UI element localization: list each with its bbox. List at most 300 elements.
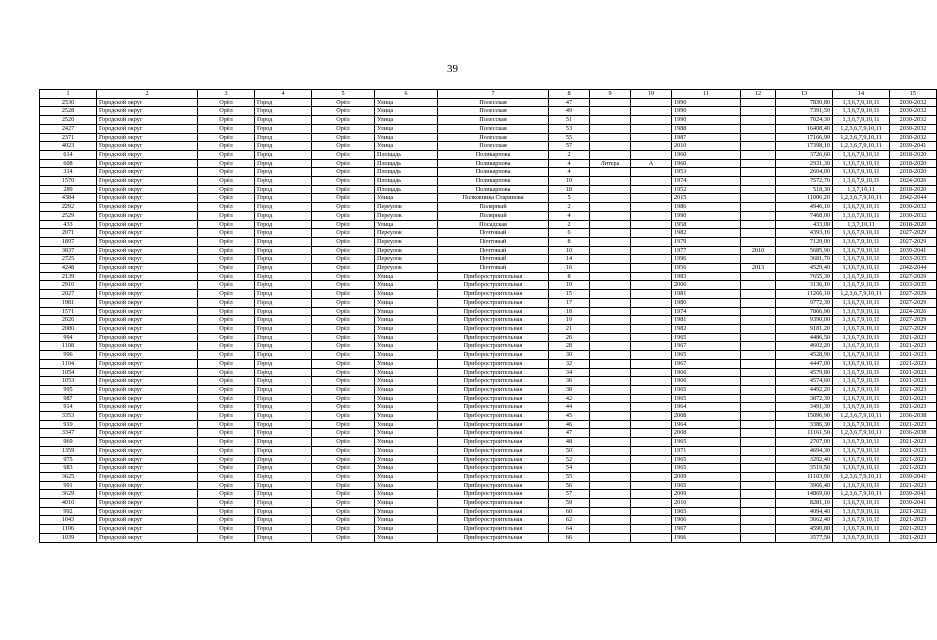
table-cell-col-13: 11161,50 bbox=[776, 429, 833, 438]
table-cell-col-2: Городской округ bbox=[97, 368, 198, 377]
table-cell-col-3: Орёл bbox=[198, 229, 255, 238]
table-row bbox=[40, 368, 937, 377]
table-cell-col-8: 5 bbox=[549, 194, 590, 203]
table-cell-col-4: Город bbox=[255, 307, 312, 316]
table-cell-col-1: 3353 bbox=[40, 412, 97, 421]
table-cell-col-6: Улица bbox=[375, 359, 438, 368]
table-cell-col-10 bbox=[631, 333, 672, 342]
table-cell-col-9 bbox=[590, 499, 631, 508]
table-cell-col-15: 2039-2041 bbox=[890, 472, 937, 481]
table-cell-col-5: Орёл bbox=[312, 281, 375, 290]
table-cell-col-12 bbox=[741, 168, 776, 177]
table-cell-col-3: Орёл bbox=[198, 412, 255, 421]
table-cell-col-2: Городской округ bbox=[97, 412, 198, 421]
table-cell-col-6: Улица bbox=[375, 316, 438, 325]
table-cell-col-5: Орёл bbox=[312, 98, 375, 107]
table-cell-col-15: 2027-2029 bbox=[890, 316, 937, 325]
table-cell-col-10 bbox=[631, 124, 672, 133]
table-cell-col-1: 4384 bbox=[40, 194, 97, 203]
table-cell-col-11: 1986 bbox=[672, 203, 741, 212]
table-cell-col-13: 3681,70 bbox=[776, 255, 833, 264]
table-cell-col-2: Городской округ bbox=[97, 507, 198, 516]
table-row bbox=[40, 455, 937, 464]
table-row bbox=[40, 333, 937, 342]
table-cell-col-5: Орёл bbox=[312, 333, 375, 342]
table-cell-col-2: Городской округ bbox=[97, 298, 198, 307]
table-cell-col-3: Орёл bbox=[198, 490, 255, 499]
table-cell-col-2: Городской округ bbox=[97, 211, 198, 220]
table-cell-col-14: 1,3,7,10,11 bbox=[833, 220, 890, 229]
table-cell-col-10 bbox=[631, 290, 672, 299]
table-cell-col-8: 59 bbox=[549, 499, 590, 508]
table-cell-col-5: Орёл bbox=[312, 177, 375, 186]
table-cell-col-12 bbox=[741, 177, 776, 186]
table-cell-col-12 bbox=[741, 194, 776, 203]
table-cell-col-10 bbox=[631, 177, 672, 186]
table-cell-col-11: 1990 bbox=[672, 116, 741, 125]
table-cell-col-7: Приборостроительная bbox=[438, 281, 549, 290]
table-cell-col-12 bbox=[741, 351, 776, 360]
table-cell-col-11: 1982 bbox=[672, 324, 741, 333]
table-cell-col-4: Город bbox=[255, 481, 312, 490]
table-cell-col-9 bbox=[590, 142, 631, 151]
table-cell-col-6: Улица bbox=[375, 525, 438, 534]
table-cell-col-15: 2021-2023 bbox=[890, 403, 937, 412]
table-cell-col-4: Город bbox=[255, 133, 312, 142]
table-cell-col-5: Орёл bbox=[312, 211, 375, 220]
table-cell-col-13: 9772,30 bbox=[776, 298, 833, 307]
table-cell-col-7: Почтовый bbox=[438, 229, 549, 238]
table-cell-col-13: 7572,70 bbox=[776, 177, 833, 186]
table-cell-col-14: 1,3,6,7,9,10,11 bbox=[833, 107, 890, 116]
table-cell-col-15: 2030-2032 bbox=[890, 124, 937, 133]
table-cell-col-5: Орёл bbox=[312, 124, 375, 133]
table-cell-col-10 bbox=[631, 220, 672, 229]
table-cell-col-13: 3292,40 bbox=[776, 455, 833, 464]
table-cell-col-12 bbox=[741, 403, 776, 412]
table-cell-col-9 bbox=[590, 377, 631, 386]
table-cell-col-11: 1980 bbox=[672, 298, 741, 307]
table-cell-col-10 bbox=[631, 533, 672, 542]
table-cell-col-5: Орёл bbox=[312, 203, 375, 212]
table-cell-col-15: 2021-2023 bbox=[890, 455, 937, 464]
table-cell-col-7: Приборостроительная bbox=[438, 420, 549, 429]
table-cell-col-8: 10 bbox=[549, 177, 590, 186]
table-cell-col-3: Орёл bbox=[198, 455, 255, 464]
table-cell-col-9 bbox=[590, 516, 631, 525]
table-cell-col-3: Орёл bbox=[198, 316, 255, 325]
table-cell-col-1: 1571 bbox=[40, 307, 97, 316]
table-cell-col-8: 36 bbox=[549, 377, 590, 386]
table-cell-col-2: Городской округ bbox=[97, 124, 198, 133]
table-cell-col-3: Орёл bbox=[198, 150, 255, 159]
table-cell-col-13: 3519,50 bbox=[776, 464, 833, 473]
table-cell-col-10 bbox=[631, 107, 672, 116]
table-row bbox=[40, 150, 937, 159]
table-cell-col-4: Город bbox=[255, 507, 312, 516]
table-cell-col-5: Орёл bbox=[312, 385, 375, 394]
table-cell-col-8: 56 bbox=[549, 481, 590, 490]
table-cell-col-5: Орёл bbox=[312, 264, 375, 273]
table-cell-col-15: 2027-2029 bbox=[890, 237, 937, 246]
table-cell-col-4: Город bbox=[255, 194, 312, 203]
table-cell-col-4: Город bbox=[255, 516, 312, 525]
table-cell-col-11: 1965 bbox=[672, 394, 741, 403]
table-cell-col-3: Орёл bbox=[198, 481, 255, 490]
table-cell-col-7: Поликарпова bbox=[438, 159, 549, 168]
table-cell-col-6: Улица bbox=[375, 472, 438, 481]
table-cell-col-14: 1,2,3,6,7,9,10,11 bbox=[833, 290, 890, 299]
table-row bbox=[40, 116, 937, 125]
table-cell-col-7: Полесская bbox=[438, 116, 549, 125]
table-cell-col-5: Орёл bbox=[312, 229, 375, 238]
table-cell-col-5: Орёл bbox=[312, 255, 375, 264]
table-cell-col-15: 2018-2020 bbox=[890, 159, 937, 168]
table-cell-col-12 bbox=[741, 412, 776, 421]
table-cell-col-10 bbox=[631, 385, 672, 394]
table-cell-col-15: 2024-2026 bbox=[890, 307, 937, 316]
table-cell-col-4: Город bbox=[255, 333, 312, 342]
table-cell-col-12 bbox=[741, 98, 776, 107]
table-row bbox=[40, 220, 937, 229]
table-cell-col-10 bbox=[631, 446, 672, 455]
table-cell-col-3: Орёл bbox=[198, 516, 255, 525]
table-cell-col-11: 1965 bbox=[672, 455, 741, 464]
table-cell-col-9 bbox=[590, 403, 631, 412]
table-cell-col-14: 1,3,6,7,9,10,11 bbox=[833, 438, 890, 447]
table-cell-col-3: Орёл bbox=[198, 281, 255, 290]
table-cell-col-1: 3347 bbox=[40, 429, 97, 438]
table-row bbox=[40, 507, 937, 516]
table-cell-col-10 bbox=[631, 368, 672, 377]
table-cell-col-6: Переулок bbox=[375, 229, 438, 238]
table-cell-col-1: 4010 bbox=[40, 499, 97, 508]
table-cell-col-15: 2018-2020 bbox=[890, 220, 937, 229]
table-cell-col-15: 2021-2023 bbox=[890, 333, 937, 342]
table-cell-col-7: Приборостроительная bbox=[438, 516, 549, 525]
table-cell-col-5: Орёл bbox=[312, 394, 375, 403]
table-cell-col-10 bbox=[631, 429, 672, 438]
table-cell-col-12 bbox=[741, 255, 776, 264]
table-cell-col-9 bbox=[590, 107, 631, 116]
table-cell-col-12 bbox=[741, 229, 776, 238]
table-cell-col-1: 1108 bbox=[40, 342, 97, 351]
table-cell-col-3: Орёл bbox=[198, 359, 255, 368]
table-cell-col-4: Город bbox=[255, 168, 312, 177]
table-cell-col-4: Город bbox=[255, 159, 312, 168]
table-cell-col-2: Городской округ bbox=[97, 420, 198, 429]
table-cell-col-9 bbox=[590, 298, 631, 307]
table-cell-col-3: Орёл bbox=[198, 525, 255, 534]
table-cell-col-3: Орёл bbox=[198, 464, 255, 473]
table-cell-col-13: 3136,10 bbox=[776, 281, 833, 290]
table-cell-col-11: 1967 bbox=[672, 359, 741, 368]
table-cell-col-11: 1987 bbox=[672, 133, 741, 142]
header-cell-col-12: 12 bbox=[741, 90, 776, 99]
table-cell-col-13: 3726,60 bbox=[776, 150, 833, 159]
table-cell-col-1: 608 bbox=[40, 159, 97, 168]
table-cell-col-5: Орёл bbox=[312, 324, 375, 333]
table-cell-col-9 bbox=[590, 281, 631, 290]
table-cell-col-6: Улица bbox=[375, 533, 438, 542]
table-cell-col-6: Переулок bbox=[375, 203, 438, 212]
table-cell-col-10 bbox=[631, 150, 672, 159]
header-cell-col-14: 14 bbox=[833, 90, 890, 99]
table-cell-col-11: 1965 bbox=[672, 351, 741, 360]
page-number: 39 bbox=[447, 63, 458, 75]
table-cell-col-14: 1,3,6,7,9,10,11 bbox=[833, 464, 890, 473]
header-cell-col-15: 15 bbox=[890, 90, 937, 99]
table-cell-col-8: 57 bbox=[549, 490, 590, 499]
table-cell-col-6: Улица bbox=[375, 98, 438, 107]
table-cell-col-5: Орёл bbox=[312, 150, 375, 159]
table-cell-col-6: Улица bbox=[375, 107, 438, 116]
table-cell-col-6: Улица bbox=[375, 342, 438, 351]
table-cell-col-3: Орёл bbox=[198, 220, 255, 229]
table-cell-col-2: Городской округ bbox=[97, 490, 198, 499]
table-cell-col-12 bbox=[741, 455, 776, 464]
table-cell-col-13: 3662,40 bbox=[776, 516, 833, 525]
table-cell-col-8: 4 bbox=[549, 211, 590, 220]
table-cell-col-3: Орёл bbox=[198, 203, 255, 212]
table-cell-col-13: 8281,10 bbox=[776, 499, 833, 508]
table-cell-col-6: Улица bbox=[375, 290, 438, 299]
table-cell-col-13: 4528,90 bbox=[776, 351, 833, 360]
table-row bbox=[40, 481, 937, 490]
table-cell-col-6: Улица bbox=[375, 403, 438, 412]
table-cell-col-8: 32 bbox=[549, 359, 590, 368]
table-cell-col-2: Городской округ bbox=[97, 185, 198, 194]
table-cell-col-12 bbox=[741, 150, 776, 159]
table-cell-col-2: Городской округ bbox=[97, 203, 198, 212]
table-cell-col-5: Орёл bbox=[312, 298, 375, 307]
table-cell-col-15: 2021-2023 bbox=[890, 368, 937, 377]
table-cell-col-11: 1965 bbox=[672, 464, 741, 473]
table-cell-col-7: Приборостроительная bbox=[438, 481, 549, 490]
table-cell-col-2: Городской округ bbox=[97, 394, 198, 403]
table-cell-col-7: Почтовый bbox=[438, 255, 549, 264]
table-cell-col-12 bbox=[741, 429, 776, 438]
table-cell-col-8: 8 bbox=[549, 272, 590, 281]
table-cell-col-9 bbox=[590, 116, 631, 125]
table-cell-col-10 bbox=[631, 142, 672, 151]
table-cell-col-11: 2009 bbox=[672, 472, 741, 481]
table-cell-col-9 bbox=[590, 272, 631, 281]
table-cell-col-1: 991 bbox=[40, 481, 97, 490]
table-row bbox=[40, 464, 937, 473]
table-cell-col-14: 1,3,6,7,9,10,11 bbox=[833, 159, 890, 168]
table-cell-col-12 bbox=[741, 342, 776, 351]
table-cell-col-13: 2604,00 bbox=[776, 168, 833, 177]
table-row bbox=[40, 168, 937, 177]
table-cell-col-10 bbox=[631, 281, 672, 290]
table-cell-col-14: 1,3,6,7,9,10,11 bbox=[833, 481, 890, 490]
table-cell-col-12 bbox=[741, 290, 776, 299]
table-cell-col-1: 614 bbox=[40, 150, 97, 159]
table-cell-col-13: 3577,50 bbox=[776, 533, 833, 542]
table-cell-col-11: 1965 bbox=[672, 333, 741, 342]
table-row bbox=[40, 290, 937, 299]
table-cell-col-2: Городской округ bbox=[97, 481, 198, 490]
table-cell-col-15: 2021-2023 bbox=[890, 516, 937, 525]
table-cell-col-1: 975 bbox=[40, 455, 97, 464]
table-cell-col-8: 30 bbox=[549, 351, 590, 360]
table-cell-col-4: Город bbox=[255, 403, 312, 412]
table-cell-col-13: 433,00 bbox=[776, 220, 833, 229]
table-cell-col-11: 1967 bbox=[672, 525, 741, 534]
table-cell-col-8: 57 bbox=[549, 142, 590, 151]
table-row bbox=[40, 533, 937, 542]
table-cell-col-8: 47 bbox=[549, 98, 590, 107]
table-cell-col-14: 1,3,6,7,9,10,11 bbox=[833, 177, 890, 186]
table-cell-col-4: Город bbox=[255, 290, 312, 299]
table-cell-col-15: 2021-2023 bbox=[890, 481, 937, 490]
table-cell-col-6: Переулок bbox=[375, 255, 438, 264]
table-cell-col-7: Полковника Старинова bbox=[438, 194, 549, 203]
table-cell-col-1: 4248 bbox=[40, 264, 97, 273]
table-cell-col-12 bbox=[741, 116, 776, 125]
table-row bbox=[40, 203, 937, 212]
table-cell-col-10 bbox=[631, 316, 672, 325]
table-cell-col-14: 1,3,6,7,9,10,11 bbox=[833, 98, 890, 107]
table-cell-col-10 bbox=[631, 229, 672, 238]
table-cell-col-12 bbox=[741, 490, 776, 499]
table-row bbox=[40, 351, 937, 360]
table-cell-col-1: 2027 bbox=[40, 290, 97, 299]
table-cell-col-15: 2018-2020 bbox=[890, 185, 937, 194]
table-cell-col-14: 1,3,6,7,9,10,11 bbox=[833, 420, 890, 429]
table-cell-col-4: Город bbox=[255, 420, 312, 429]
table-cell-col-15: 2039-2041 bbox=[890, 142, 937, 151]
table-cell-col-15: 2036-2038 bbox=[890, 412, 937, 421]
header-row bbox=[40, 90, 937, 99]
table-cell-col-8: 48 bbox=[549, 438, 590, 447]
table-cell-col-6: Улица bbox=[375, 307, 438, 316]
table-cell-col-11: 2008 bbox=[672, 429, 741, 438]
table-cell-col-12 bbox=[741, 438, 776, 447]
table-cell-col-14: 1,3,6,7,9,10,11 bbox=[833, 264, 890, 273]
table-cell-col-8: 2 bbox=[549, 150, 590, 159]
table-cell-col-13: 3491,30 bbox=[776, 403, 833, 412]
table-cell-col-4: Город bbox=[255, 211, 312, 220]
table-cell-col-15: 2030-2032 bbox=[890, 107, 937, 116]
header-cell-col-2: 2 bbox=[97, 90, 198, 99]
table-cell-col-7: Полесская bbox=[438, 124, 549, 133]
table-cell-col-5: Орёл bbox=[312, 194, 375, 203]
table-row bbox=[40, 194, 937, 203]
table-cell-col-13: 17166,90 bbox=[776, 133, 833, 142]
table-cell-col-8: 18 bbox=[549, 185, 590, 194]
table-cell-col-12 bbox=[741, 203, 776, 212]
table-cell-col-12 bbox=[741, 446, 776, 455]
table-cell-col-1: 992 bbox=[40, 507, 97, 516]
table-cell-col-11: 2006 bbox=[672, 281, 741, 290]
table-cell-col-1: 996 bbox=[40, 351, 97, 360]
table-cell-col-14: 1,2,3,6,7,9,10,11 bbox=[833, 472, 890, 481]
table-cell-col-8: 51 bbox=[549, 116, 590, 125]
table-cell-col-8: 55 bbox=[549, 133, 590, 142]
table-cell-col-13: 4492,20 bbox=[776, 385, 833, 394]
table-cell-col-9 bbox=[590, 168, 631, 177]
table-cell-col-5: Орёл bbox=[312, 464, 375, 473]
housing-registry-table bbox=[39, 89, 937, 543]
table-row bbox=[40, 307, 937, 316]
table-cell-col-6: Площадь bbox=[375, 177, 438, 186]
table-cell-col-3: Орёл bbox=[198, 255, 255, 264]
table-cell-col-12 bbox=[741, 142, 776, 151]
table-cell-col-11: 1956 bbox=[672, 264, 741, 273]
table-cell-col-8: 55 bbox=[549, 472, 590, 481]
table-cell-col-8: 18 bbox=[549, 307, 590, 316]
table-cell-col-7: Полесская bbox=[438, 98, 549, 107]
table-cell-col-7: Поликарпова bbox=[438, 168, 549, 177]
table-cell-col-8: 52 bbox=[549, 455, 590, 464]
table-cell-col-2: Городской округ bbox=[97, 455, 198, 464]
table-cell-col-2: Городской округ bbox=[97, 438, 198, 447]
table-cell-col-5: Орёл bbox=[312, 429, 375, 438]
table-cell-col-6: Площадь bbox=[375, 150, 438, 159]
table-cell-col-11: 1964 bbox=[672, 420, 741, 429]
table-cell-col-2: Городской округ bbox=[97, 472, 198, 481]
table-cell-col-5: Орёл bbox=[312, 133, 375, 142]
table-cell-col-9 bbox=[590, 359, 631, 368]
table-cell-col-10 bbox=[631, 342, 672, 351]
table-cell-col-6: Улица bbox=[375, 133, 438, 142]
table-cell-col-14: 1,3,6,7,9,10,11 bbox=[833, 168, 890, 177]
table-cell-col-4: Город bbox=[255, 359, 312, 368]
table-cell-col-7: Приборостроительная bbox=[438, 403, 549, 412]
table-cell-col-6: Улица bbox=[375, 324, 438, 333]
table-row bbox=[40, 359, 937, 368]
table-cell-col-6: Улица bbox=[375, 490, 438, 499]
table-cell-col-15: 2021-2023 bbox=[890, 507, 937, 516]
table-cell-col-15: 2021-2023 bbox=[890, 351, 937, 360]
table-cell-col-6: Улица bbox=[375, 385, 438, 394]
table-cell-col-7: Приборостроительная bbox=[438, 490, 549, 499]
table-cell-col-12: 2013 bbox=[741, 264, 776, 273]
table-cell-col-7: Поликарпова bbox=[438, 177, 549, 186]
table-cell-col-4: Город bbox=[255, 412, 312, 421]
table-cell-col-12 bbox=[741, 316, 776, 325]
table-cell-col-9 bbox=[590, 255, 631, 264]
table-header bbox=[40, 90, 937, 99]
table-cell-col-15: 2024-2026 bbox=[890, 177, 937, 186]
table-cell-col-15: 2021-2023 bbox=[890, 464, 937, 473]
table-cell-col-14: 1,3,6,7,9,10,11 bbox=[833, 455, 890, 464]
table-cell-col-10 bbox=[631, 324, 672, 333]
table-cell-col-9 bbox=[590, 368, 631, 377]
table-cell-col-1: 433 bbox=[40, 220, 97, 229]
table-cell-col-6: Площадь bbox=[375, 168, 438, 177]
table-cell-col-15: 2021-2023 bbox=[890, 420, 937, 429]
table-cell-col-7: Полесская bbox=[438, 107, 549, 116]
table-cell-col-6: Улица bbox=[375, 272, 438, 281]
table-cell-col-4: Город bbox=[255, 525, 312, 534]
table-cell-col-6: Улица bbox=[375, 333, 438, 342]
table-row bbox=[40, 385, 937, 394]
table-row bbox=[40, 237, 937, 246]
table-cell-col-13: 4694,30 bbox=[776, 446, 833, 455]
table-cell-col-8: 53 bbox=[549, 124, 590, 133]
table-cell-col-7: Приборостроительная bbox=[438, 385, 549, 394]
table-cell-col-2: Городской округ bbox=[97, 429, 198, 438]
table-cell-col-6: Улица bbox=[375, 429, 438, 438]
table-cell-col-7: Поликарпова bbox=[438, 150, 549, 159]
table-cell-col-14: 1,3,6,7,9,10,11 bbox=[833, 351, 890, 360]
table-cell-col-3: Орёл bbox=[198, 377, 255, 386]
table-row bbox=[40, 272, 937, 281]
table-cell-col-8: 50 bbox=[549, 446, 590, 455]
